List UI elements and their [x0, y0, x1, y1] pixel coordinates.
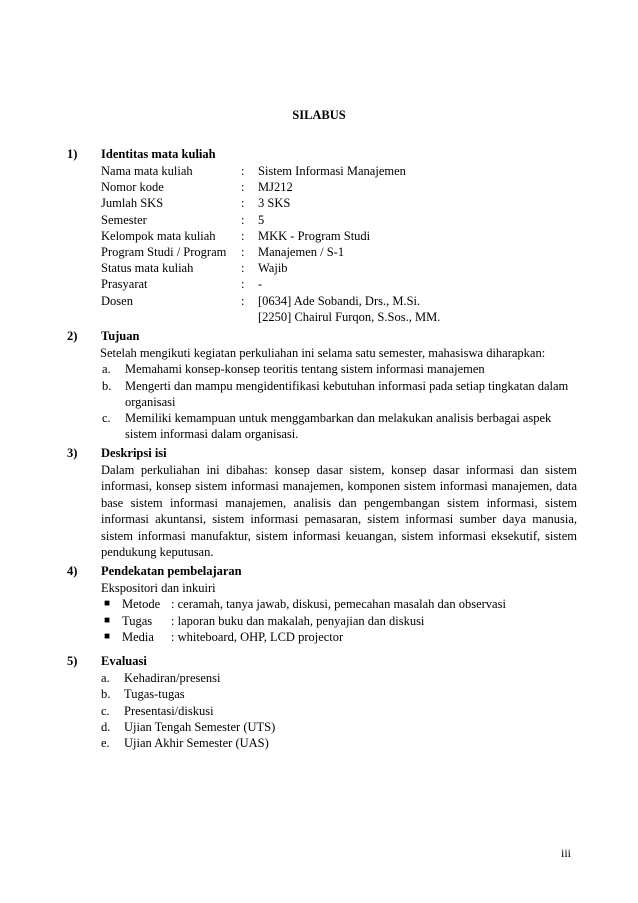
field-value: MJ212: [258, 180, 293, 195]
bullet-label: Metode: [122, 597, 161, 612]
list-marker: e.: [101, 736, 110, 751]
identity-row: [101, 163, 577, 179]
identity-row: [101, 293, 577, 309]
list-marker: c.: [101, 703, 110, 718]
description-paragraph: Dalam perkuliahan ini dibahas: konsep dasar sistem, konsep dasar informasi dan sistem informasi, konsep sistem informasi manajemen, komponen sistem informasi manajemen, data base sistem informasi manajemen, analisis dan pengembangan sistem informasi, sistem informasi akuntansi, sistem informasi pemasaran, sistem informasi sumber daya manusia, sistem informasi manufaktur, sistem informasi keuangan, sistem informasi eksekutif, sistem pendukung keputusan.: [101, 463, 577, 560]
identity-row: [101, 212, 577, 228]
field-colon: :: [241, 180, 245, 195]
section-identitas: [67, 146, 577, 325]
list-item: [101, 719, 577, 735]
section-tujuan: [67, 328, 577, 443]
list-text: Ujian Tengah Semester (UTS): [124, 719, 276, 734]
list-item: [101, 670, 577, 686]
section-heading: [67, 563, 577, 580]
square-bullet-icon: ■: [104, 614, 111, 626]
square-bullet-icon: ■: [104, 598, 111, 610]
field-colon: :: [241, 277, 245, 292]
section-heading: [67, 328, 577, 345]
section-title: Tujuan: [101, 329, 140, 343]
list-marker: d.: [101, 719, 111, 734]
field-value: [0634] Ade Sobandi, Drs., M.Si.: [258, 293, 421, 308]
list-item: [101, 686, 577, 702]
identity-row: [101, 195, 577, 211]
section-body: [101, 580, 577, 645]
list-item: [101, 703, 577, 719]
field-colon: :: [241, 196, 245, 211]
section-intro: Setelah mengikuti kegiatan perkuliahan ini selama satu semester, mahasiswa diharapkan:: [100, 346, 546, 360]
list-text: Memiliki kemampuan untuk menggambarkan dan melakukan analisis berbagai aspek sistem informasi dalam organisasi.: [125, 411, 552, 442]
section-pendekatan: [67, 563, 577, 645]
list-item: [101, 735, 577, 751]
field-colon: :: [241, 212, 245, 227]
identity-row: [101, 276, 577, 292]
list-text: Tugas-tugas: [124, 687, 185, 702]
field-colon: :: [241, 164, 245, 178]
section-title: Identitas mata kuliah: [101, 147, 216, 161]
bullet-label: Media: [122, 629, 154, 644]
field-value: -: [258, 277, 263, 292]
field-label: Program Studi / Program: [101, 244, 227, 259]
field-label: Jumlah SKS: [101, 196, 164, 211]
section-number: 2): [67, 329, 78, 343]
page-number: iii: [560, 846, 571, 860]
section-heading: [67, 653, 577, 670]
field-value: Wajib: [258, 261, 288, 276]
list-item: [101, 629, 577, 645]
field-colon: :: [241, 293, 245, 308]
list-item: [101, 613, 577, 629]
field-label: Dosen: [101, 293, 133, 308]
list-text: Memahami konsep-konsep teoritis tentang sistem informasi manajemen: [125, 362, 485, 377]
list-text: Kehadiran/presensi: [124, 671, 221, 685]
field-colon: :: [241, 244, 245, 259]
field-label: Nama mata kuliah: [101, 164, 193, 178]
field-value: MKK - Program Studi: [258, 228, 371, 243]
bullet-label: Tugas: [122, 613, 153, 628]
list-item: [101, 596, 577, 612]
list-item: [102, 410, 572, 443]
section-number: 5): [67, 654, 78, 668]
list-marker: a.: [101, 671, 110, 685]
field-label: Kelompok mata kuliah: [101, 228, 216, 243]
field-colon: :: [241, 228, 245, 243]
identity-row: [101, 228, 577, 244]
list-item: [102, 361, 572, 377]
section-number: 4): [67, 564, 78, 578]
section-title: Pendekatan pembelajaran: [101, 564, 242, 578]
field-value: 3 SKS: [258, 196, 291, 211]
field-label: Nomor kode: [101, 180, 164, 195]
section-body: [100, 345, 577, 443]
list-marker: b.: [101, 687, 111, 702]
bullet-text: : laporan buku dan makalah, penyajian dan diskusi: [171, 613, 425, 628]
list-text: Presentasi/diskusi: [124, 703, 214, 718]
list-text: Mengerti dan mampu mengidentifikasi kebutuhan informasi pada setiap tingkatan dalam organisasi: [125, 378, 569, 409]
field-label: Prasyarat: [101, 277, 148, 292]
bullet-text: : whiteboard, OHP, LCD projector: [171, 629, 344, 644]
section-number: 3): [67, 446, 78, 460]
evaluation-list: [101, 670, 577, 751]
list-marker: c.: [102, 411, 111, 426]
identity-row: [101, 260, 577, 276]
section-evaluasi: [67, 653, 577, 751]
section-deskripsi: [67, 445, 577, 560]
field-label: Semester: [101, 212, 147, 227]
objective-list: [102, 361, 572, 442]
page-title: SILABUS: [292, 108, 346, 122]
identity-row: [101, 309, 577, 325]
section-heading: [67, 146, 577, 163]
list-item: [102, 378, 572, 411]
list-marker: a.: [102, 362, 111, 377]
field-value: Sistem Informasi Manajemen: [258, 164, 406, 178]
field-colon: :: [241, 261, 245, 276]
section-title: Deskripsi isi: [101, 446, 167, 460]
identity-row: [101, 244, 577, 260]
list-text: Ujian Akhir Semester (UAS): [124, 736, 269, 751]
identity-table: [101, 163, 577, 325]
section-number: 1): [67, 147, 78, 161]
field-label: Status mata kuliah: [101, 261, 194, 276]
section-title: Evaluasi: [101, 654, 147, 668]
list-marker: b.: [102, 378, 112, 393]
square-bullet-icon: ■: [104, 630, 111, 642]
identity-row: [101, 179, 577, 195]
section-intro: Ekspositori dan inkuiri: [101, 581, 216, 595]
field-value: 5: [258, 212, 265, 227]
section-heading: [67, 445, 577, 462]
bullet-text: : ceramah, tanya jawab, diskusi, pemecahan masalah dan observasi: [171, 597, 506, 612]
field-value: [2250] Chairul Furqon, S.Sos., MM.: [258, 309, 441, 324]
field-value: Manajemen / S-1: [258, 244, 345, 259]
